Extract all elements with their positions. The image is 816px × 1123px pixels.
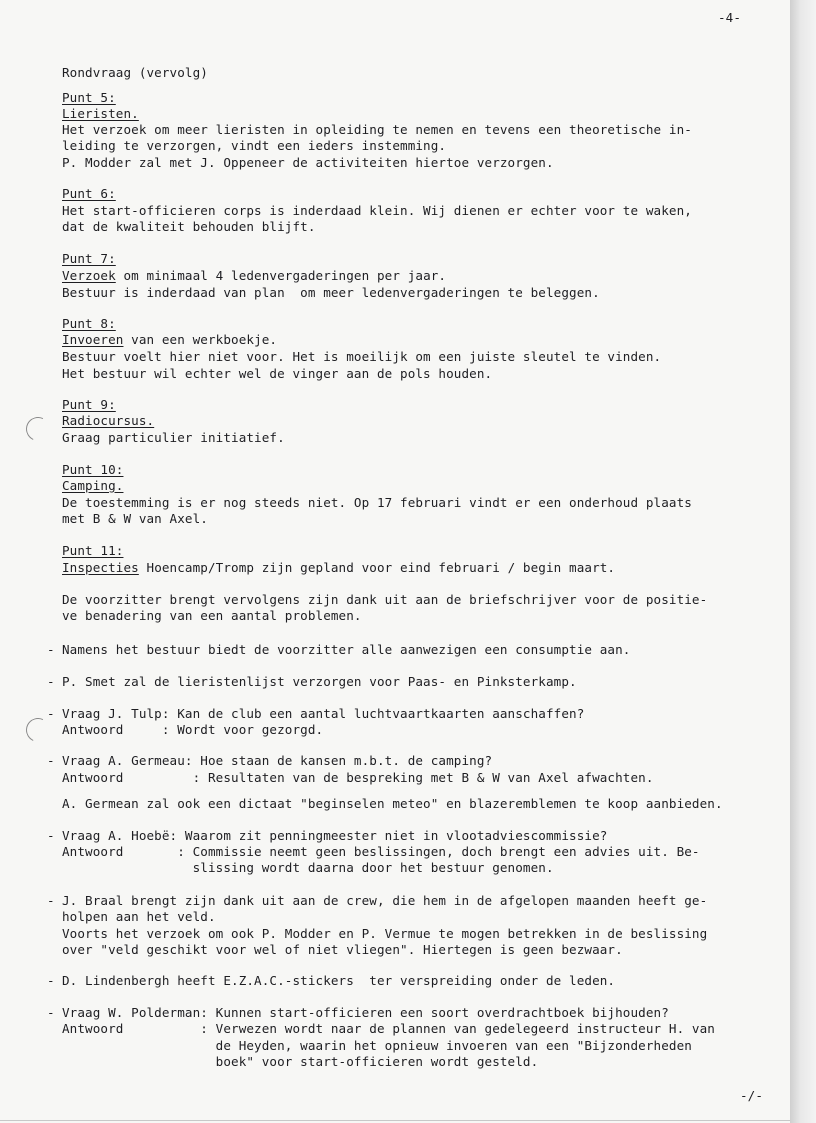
punt-text: De toestemming is er nog steeds niet. Op 17 februari vindt er een onderhoud plaats <box>62 495 692 510</box>
punt-title-line <box>62 268 446 285</box>
punch-hole <box>23 414 54 445</box>
punt-text: Graag particulier initiatief. <box>62 430 285 445</box>
punt-text: met B & W van Axel. <box>62 511 208 526</box>
page-number: -4- <box>718 10 742 25</box>
punt-label: Punt 5: <box>62 90 116 105</box>
punt-title: Het start-officieren corps is inderdaad klein. Wij dienen er echter voor te waken, <box>62 203 692 218</box>
punt-label: Punt 9: <box>62 397 116 412</box>
bullet-dash: - <box>47 828 55 843</box>
punt-text: Bestuur is inderdaad van plan om meer ledenvergaderingen te beleggen. <box>62 285 600 300</box>
page-bottom-edge <box>0 1120 790 1121</box>
bullet-extra: A. Germean zal ook een dictaat "beginselen meteo" en blazeremblemen te koop aanbieden. <box>62 796 723 811</box>
bullet-text: Antwoord : Commissie neemt geen beslissingen, doch brengt een advies uit. Be- <box>62 844 700 859</box>
punt-label: Punt 10: <box>62 462 124 477</box>
punt-text: Het bestuur wil echter wel de vinger aan de pols houden. <box>62 366 493 381</box>
punt-title: Lieristen. <box>62 106 139 121</box>
punt-title: Radiocursus. <box>62 413 155 428</box>
punt-title: Inspecties <box>62 560 139 575</box>
punt-title: Camping. <box>62 478 124 493</box>
punt-text: Bestuur voelt hier niet voor. Het is moeilijk om een juiste sleutel te vinden. <box>62 349 662 364</box>
continuation-mark: -/- <box>740 1088 764 1103</box>
bullet-text: Vraag A. Hoebë: Waarom zit penningmeester niet in vlootadviescommissie? <box>62 828 608 843</box>
punt-title-line <box>62 332 277 349</box>
punt-title-rest: om minimaal 4 ledenvergaderingen per jaar. <box>115 268 447 283</box>
bullet-dash: - <box>47 642 55 657</box>
bullet-text: Antwoord : Resultaten van de bespreking met B & W van Axel afwachten. <box>62 770 654 785</box>
section-heading: Rondvraag (vervolg) <box>62 65 208 80</box>
bullet-text: Antwoord : Wordt voor gezorgd. <box>62 722 324 737</box>
punt-label: Punt 7: <box>62 251 116 266</box>
bullet-dash: - <box>47 1005 55 1020</box>
bullet-text: J. Braal brengt zijn dank uit aan de crew, die hem in de afgelopen maanden heeft ge- <box>62 893 708 908</box>
bullet-text: Vraag A. Germeau: Hoe staan de kansen m.b.t. de camping? <box>62 753 493 768</box>
bullet-text: de Heyden, waarin het opnieuw invoeren van een "Bijzonderheden <box>62 1038 692 1053</box>
voorzitter-note: ve benadering van een aantal problemen. <box>62 608 362 623</box>
punt-text: Het verzoek om meer lieristen in opleiding te nemen en tevens een theoretische in- <box>62 122 692 137</box>
bullet-text: slissing wordt daarna door het bestuur genomen. <box>62 860 554 875</box>
punt-title-line <box>62 560 615 577</box>
punt-label: Punt 6: <box>62 186 116 201</box>
bullet-dash: - <box>47 706 55 721</box>
punt-text: P. Modder zal met J. Oppeneer de activiteiten hiertoe verzorgen. <box>62 155 554 170</box>
punt-label: Punt 11: <box>62 543 124 558</box>
page-edge-shadow <box>790 0 816 1123</box>
bullet-text: over "veld geschikt voor wel of niet vliegen". Hiertegen is geen bezwaar. <box>62 942 623 957</box>
bullet-text: holpen aan het veld. <box>62 909 216 924</box>
punt-title: Invoeren <box>62 332 124 347</box>
bullet-text: P. Smet zal de lieristenlijst verzorgen voor Paas- en Pinksterkamp. <box>62 674 577 689</box>
punt-text: leiding te verzorgen, vindt een ieders instemming. <box>62 138 447 153</box>
punt-title-rest: Hoencamp/Tromp zijn gepland voor eind februari / begin maart. <box>138 560 616 575</box>
bullet-text: D. Lindenbergh heeft E.Z.A.C.-stickers ter verspreiding onder de leden. <box>62 973 616 988</box>
punt-title: Verzoek <box>62 268 116 283</box>
bullet-text: Vraag W. Polderman: Kunnen start-officieren een soort overdrachtboek bijhouden? <box>62 1005 669 1020</box>
punt-text: dat de kwaliteit behouden blijft. <box>62 219 316 234</box>
bullet-text: Vraag J. Tulp: Kan de club een aantal luchtvaartkaarten aanschaffen? <box>62 706 585 721</box>
bullet-dash: - <box>47 753 55 768</box>
punt-label: Punt 8: <box>62 316 116 331</box>
bullet-text: Voorts het verzoek om ook P. Modder en P. Vermue te mogen betrekken in de beslissing <box>62 926 708 941</box>
bullet-dash: - <box>47 674 55 689</box>
bullet-text: boek" voor start-officieren wordt gesteld. <box>62 1054 539 1069</box>
punt-title-rest: van een werkboekje. <box>123 332 278 347</box>
bullet-dash: - <box>47 973 55 988</box>
bullet-dash: - <box>47 893 55 908</box>
bullet-text: Antwoord : Verwezen wordt naar de plannen van gedelegeerd instructeur H. van <box>62 1021 715 1036</box>
bullet-text: Namens het bestuur biedt de voorzitter alle aanwezigen een consumptie aan. <box>62 642 631 657</box>
voorzitter-note: De voorzitter brengt vervolgens zijn dank uit aan de briefschrijver voor de positie- <box>62 592 708 607</box>
